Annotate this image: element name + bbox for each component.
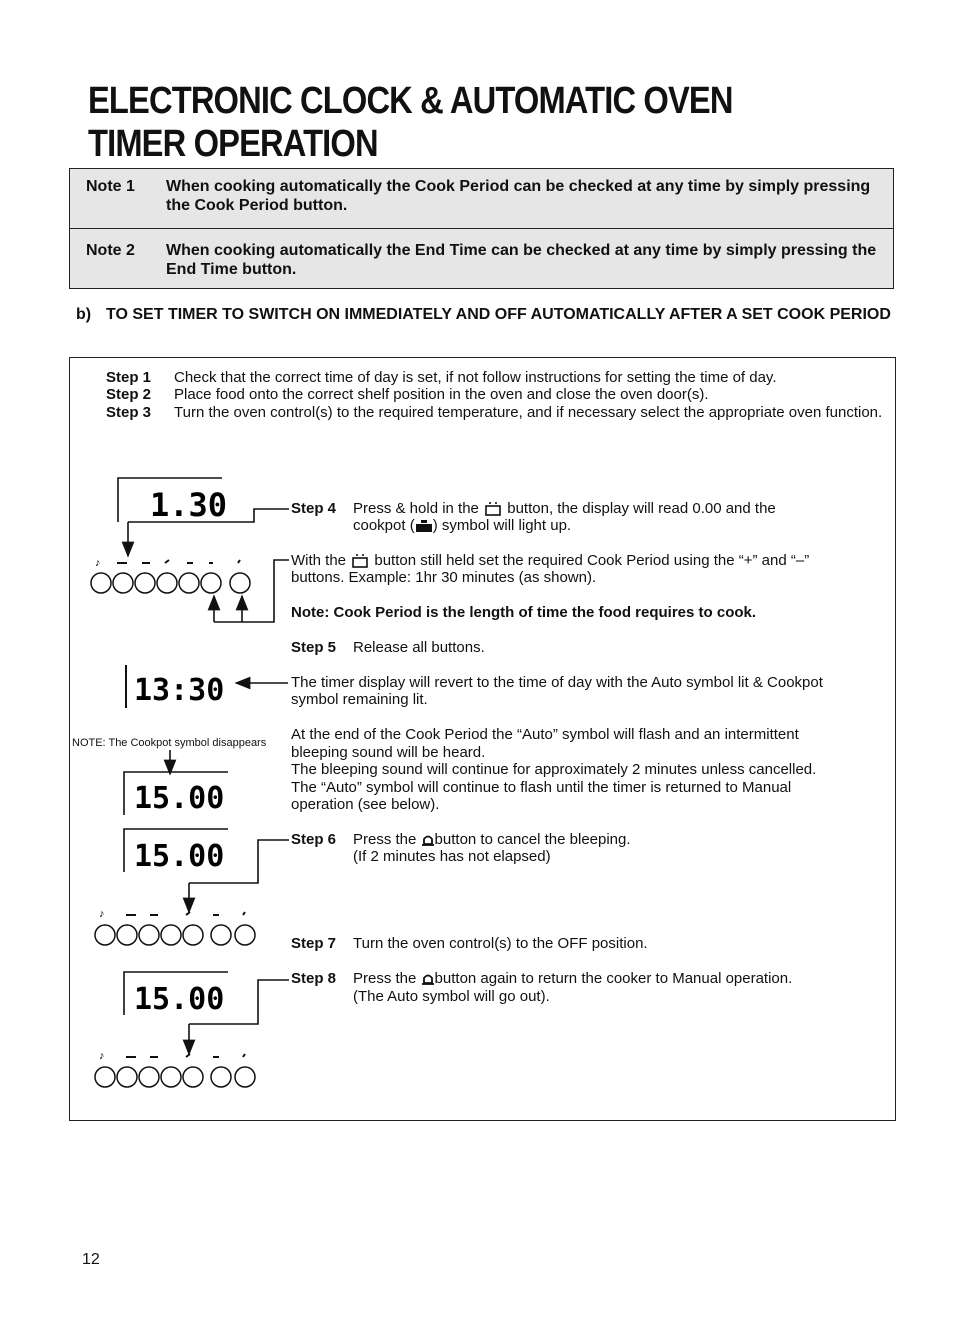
step-7-label: Step 7 xyxy=(291,935,337,952)
bell-mark-icon: ♪ xyxy=(95,557,101,569)
button-circle xyxy=(113,573,133,593)
with-the-text-c: buttons. Example: 1hr 30 minutes (as shown). xyxy=(291,569,597,586)
button-circle xyxy=(211,925,231,945)
title-line-1: ELECTRONIC CLOCK & AUTOMATIC OVEN xyxy=(88,80,733,122)
display-1-value: 1.30 xyxy=(150,486,228,524)
step-4-label: Step 4 xyxy=(291,500,337,517)
with-the-text-a: With the xyxy=(291,552,347,569)
step-6-text-c: (If 2 minutes has not elapsed) xyxy=(353,848,551,865)
timer-button-row-1 xyxy=(91,557,250,593)
step-4-text-a: Press & hold in the xyxy=(353,500,479,517)
step-8-label: Step 8 xyxy=(291,970,337,987)
step-7-text: Turn the oven control(s) to the OFF position. xyxy=(353,935,648,952)
step-4-text-b: button, the display will read 0.00 and the xyxy=(507,500,776,517)
button-circle xyxy=(157,573,177,593)
end-period-line-5: operation (see below). xyxy=(291,796,440,813)
note-1-text: When cooking automatically the Cook Period can be checked at any time by simply pressing the Cook Period button. xyxy=(166,178,871,214)
section-title: TO SET TIMER TO SWITCH ON IMMEDIATELY AND OFF AUTOMATICALLY AFTER A SET COOK PERIOD xyxy=(106,306,891,323)
button-circle xyxy=(135,573,155,593)
note-2-label: Note 2 xyxy=(86,242,135,259)
cook-period-note: Note: Cook Period is the length of time the food requires to cook. xyxy=(291,604,757,621)
revert-line-1: The timer display will revert to the time of day with the Auto symbol lit & Cookpot xyxy=(291,674,823,691)
bell-mark-icon: ♪ xyxy=(99,1050,105,1062)
note-1-label: Note 1 xyxy=(86,178,135,195)
step-5-label: Step 5 xyxy=(291,639,337,656)
revert-line-2: symbol remaining lit. xyxy=(291,691,428,708)
display-5-value: 15.00 xyxy=(134,982,225,1017)
step-5-text: Release all buttons. xyxy=(353,639,485,656)
button-circle xyxy=(183,1067,203,1087)
page-number: 12 xyxy=(82,1251,100,1268)
step-4-text-d: ) symbol will light up. xyxy=(432,517,572,534)
button-circle xyxy=(117,1067,137,1087)
cookpot-note: NOTE: The Cookpot symbol disappears xyxy=(72,737,267,749)
button-circle xyxy=(211,1067,231,1087)
section-label: b) xyxy=(76,306,92,323)
step-8-text-b: button again to return the cooker to Manual operation. xyxy=(434,970,793,987)
timer-button-row-3 xyxy=(95,1050,255,1087)
step-6-text-b: button to cancel the bleeping. xyxy=(434,831,631,848)
button-circle xyxy=(161,925,181,945)
step-3-text: Turn the oven control(s) to the required temperature, and if necessary select the appropriate oven function. xyxy=(174,404,883,421)
timer-display-1 xyxy=(118,478,227,524)
with-the-text-b: button still held set the required Cook Period using the “+” and “–” xyxy=(374,552,810,569)
button-circle xyxy=(117,925,137,945)
timer-button-row-2 xyxy=(95,908,255,945)
button-circle xyxy=(235,1067,255,1087)
end-period-line-3: The bleeping sound will continue for approximately 2 minutes unless cancelled. xyxy=(291,761,817,778)
button-marks-icon xyxy=(117,560,240,563)
step-4-text-c: cookpot ( xyxy=(353,517,415,534)
button-circle xyxy=(139,1067,159,1087)
button-circle xyxy=(161,1067,181,1087)
step-8-text-c: (The Auto symbol will go out). xyxy=(353,988,550,1005)
title-line-2: TIMER OPERATION xyxy=(88,123,378,165)
button-circle xyxy=(230,573,250,593)
step-2-text: Place food onto the correct shelf position in the oven and close the oven door(s). xyxy=(174,386,709,403)
end-period-line-2: bleeping sound will be heard. xyxy=(291,744,486,761)
step-1-text: Check that the correct time of day is set, if not follow instructions for setting the time of day. xyxy=(174,369,777,386)
button-circle xyxy=(183,925,203,945)
button-circle xyxy=(235,925,255,945)
button-circle xyxy=(95,925,115,945)
display-3-value: 15.00 xyxy=(134,781,225,816)
timer-display-3 xyxy=(124,772,228,816)
step-2-label: Step 2 xyxy=(106,386,152,403)
step-1-label: Step 1 xyxy=(106,369,152,386)
timer-display-2 xyxy=(126,665,224,708)
display-2-value: 13:30 xyxy=(134,673,225,708)
step-8-text-a: Press the xyxy=(353,970,417,987)
step-6-text-a: Press the xyxy=(353,831,417,848)
step-6-label: Step 6 xyxy=(291,831,337,848)
button-circle xyxy=(179,573,199,593)
step-3-label: Step 3 xyxy=(106,404,152,421)
timer-display-5 xyxy=(124,972,228,1017)
note-2-text: When cooking automatically the End Time can be checked at any time by simply pressing the End Time button. xyxy=(166,242,877,278)
button-marks-icon xyxy=(126,1054,245,1057)
timer-display-4 xyxy=(124,829,228,874)
button-circle xyxy=(91,573,111,593)
display-4-value: 15.00 xyxy=(134,839,225,874)
button-circle xyxy=(139,925,159,945)
button-circle xyxy=(201,573,221,593)
end-period-line-1: At the end of the Cook Period the “Auto” symbol will flash and an intermittent xyxy=(291,726,799,743)
bell-mark-icon: ♪ xyxy=(99,908,105,920)
button-circle xyxy=(95,1067,115,1087)
button-marks-icon xyxy=(126,912,245,915)
end-period-line-4: The “Auto” symbol will continue to flash until the timer is returned to Manual xyxy=(291,779,792,796)
